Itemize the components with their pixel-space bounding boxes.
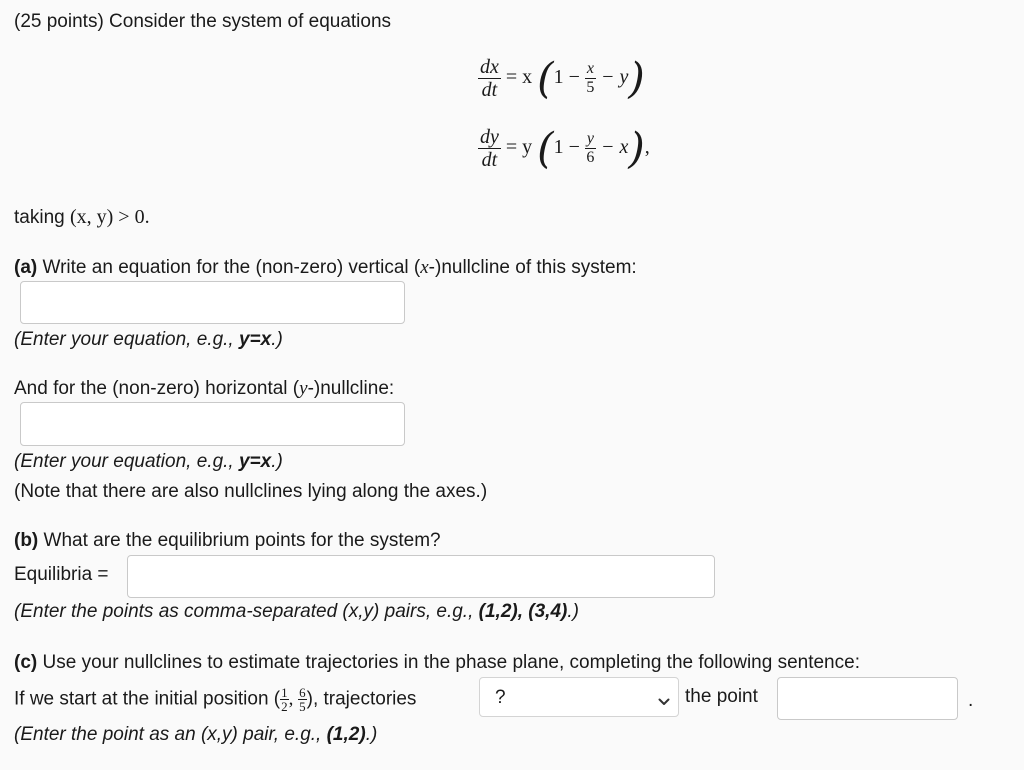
eq2-open-paren: ( <box>537 123 554 173</box>
part-a-hint-post: .) <box>271 329 283 350</box>
fraction-one-half <box>280 686 289 713</box>
eq2-comma: , <box>644 136 650 159</box>
dt-denominator: dt <box>481 79 498 101</box>
equilibria-label: Equilibria = <box>14 564 109 585</box>
part-a-question <box>14 257 637 279</box>
horiz-text-post: -)nullcline: <box>307 378 395 399</box>
axes-nullcline-note: (Note that there are also nullclines lying along the axes.) <box>14 481 488 502</box>
frac1-den: 2 <box>281 699 288 714</box>
part-b-hint-example: (1,2), (3,4) <box>478 601 568 622</box>
part-c-label: (c) <box>14 652 38 673</box>
part-c-hint-example: (1,2) <box>326 724 366 745</box>
dx-numerator: dx <box>480 56 499 78</box>
eq1-equals: = x <box>505 66 533 89</box>
vertical-nullcline-input[interactable] <box>20 281 405 324</box>
eq2-frac-num: y <box>586 130 594 148</box>
part-a-hint-pre: (Enter your equation, e.g., <box>14 329 239 350</box>
taking-prefix: taking <box>14 207 70 228</box>
eq2-equals: = y <box>505 136 533 159</box>
eq2-tail: − x <box>600 136 629 159</box>
horizontal-nullcline-input[interactable] <box>20 402 405 446</box>
eq2-frac-den: 6 <box>586 149 595 166</box>
fraction-six-fifths <box>298 686 307 713</box>
eq1-inner-fraction <box>585 60 596 96</box>
part-a-text-pre: Write an equation for the (non-zero) vertical ( <box>37 257 421 278</box>
part-b-hint <box>14 601 579 623</box>
part-b-text: What are the equilibrium points for the system? <box>38 530 441 551</box>
equation-dx-dt <box>478 53 645 103</box>
eq1-tail: − y <box>600 66 629 89</box>
part-a-hint-2 <box>14 451 283 473</box>
horiz-text-pre: And for the (non-zero) horizontal ( <box>14 378 300 399</box>
sentence-period: . <box>968 690 974 711</box>
frac1-num: 1 <box>281 685 288 700</box>
part-a-text-post: -)nullcline of this system: <box>428 257 637 278</box>
dy-numerator: dy <box>480 126 499 148</box>
eq1-frac-den: 5 <box>586 79 595 96</box>
part-a-hint-example: y=x <box>238 329 272 350</box>
sentence-mid: ), trajectories <box>306 688 417 710</box>
taking-condition: (x, y) > 0. <box>69 206 150 228</box>
part-c-hint-post: .) <box>365 724 378 745</box>
part-b-label: (b) <box>14 530 39 551</box>
part-c-question <box>14 652 860 674</box>
dy-dt-fraction <box>478 126 501 171</box>
sentence-post: the point <box>685 686 758 707</box>
frac2-num: 6 <box>299 685 306 700</box>
dx-dt-fraction <box>478 56 501 101</box>
eq1-close-paren: ) <box>628 53 645 103</box>
part-a-var: x <box>420 257 429 278</box>
taking-line <box>14 206 150 229</box>
horiz-var: y <box>299 378 308 399</box>
eq2-one: 1 − <box>553 136 580 159</box>
equation-dy-dt <box>478 123 650 173</box>
part-a-hint2-post: .) <box>271 451 283 472</box>
dt-denominator-2: dt <box>481 149 498 171</box>
select-current-value: ? <box>495 687 506 708</box>
eq1-frac-num: x <box>586 60 594 78</box>
intro-text: (25 points) Consider the system of equations <box>14 11 392 32</box>
target-point-input[interactable] <box>777 677 958 720</box>
part-b-hint-pre: (Enter the points as comma-separated (x,y) pairs, e.g., <box>14 601 479 622</box>
chevron-down-icon <box>658 691 670 713</box>
horizontal-nullcline-question <box>14 378 394 400</box>
part-c-hint <box>14 724 377 746</box>
eq1-open-paren: ( <box>537 53 554 103</box>
part-c-hint-pre: (Enter the point as an (x,y) pair, e.g., <box>14 724 327 745</box>
sentence-pre: If we start at the initial position ( <box>14 688 281 710</box>
part-a-hint <box>14 329 283 351</box>
eq1-one: 1 − <box>553 66 580 89</box>
part-a-hint2-pre: (Enter your equation, e.g., <box>14 451 239 472</box>
trajectory-direction-select[interactable] <box>479 677 679 717</box>
part-c-sentence: If we start at the initial position ( $\frac{1}{2}$, $\frac{6}{5}$), trajectories <box>14 685 417 714</box>
frac2-den: 5 <box>299 699 306 714</box>
eq2-inner-fraction <box>585 130 596 166</box>
part-a-label: (a) <box>14 257 38 278</box>
part-b-hint-post: .) <box>567 601 579 622</box>
part-a-hint2-example: y=x <box>238 451 272 472</box>
part-b-question <box>14 530 441 552</box>
eq2-close-paren: ) <box>628 123 645 173</box>
equilibria-input[interactable] <box>127 555 715 598</box>
part-c-text: Use your nullclines to estimate trajectories in the phase plane, completing the following sentence: <box>37 652 860 673</box>
